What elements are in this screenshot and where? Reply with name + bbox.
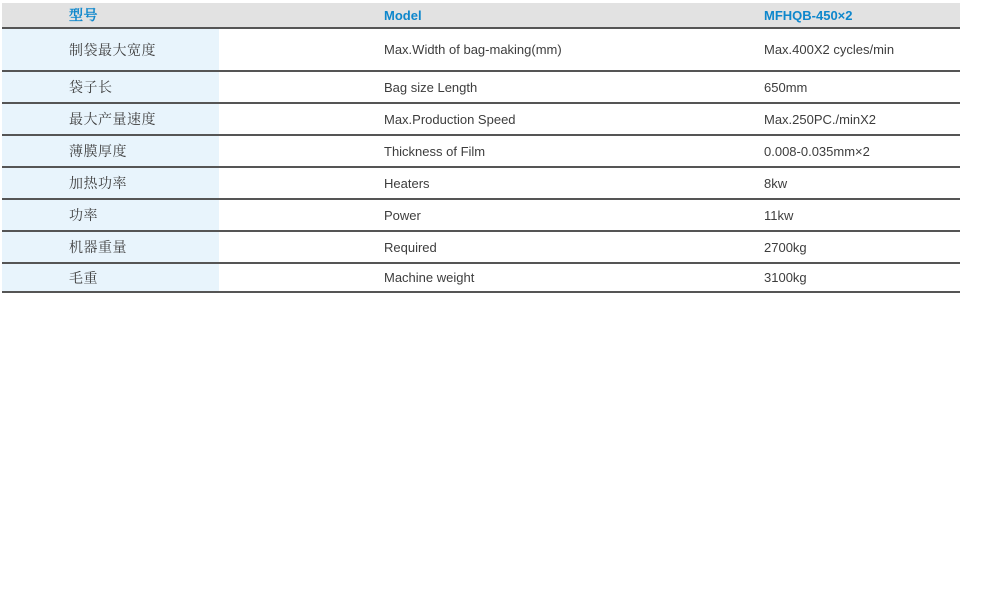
spec-label-en-cell: [219, 72, 764, 102]
table-row: [2, 29, 960, 72]
spec-label-en: Power: [384, 207, 421, 223]
spec-label-cn-cell: [2, 72, 219, 102]
spec-value-cell: [764, 200, 960, 230]
header-col-model-value: [764, 3, 960, 27]
table-row: [2, 104, 960, 136]
spec-label-en: Thickness of Film: [384, 143, 486, 159]
spec-label-cn-cell: [2, 200, 219, 230]
spec-value: Max.250PC./minX2: [764, 111, 876, 127]
spec-value: 2700kg: [764, 239, 807, 255]
spec-label-en-cell: [219, 200, 764, 230]
spec-label-cn: 薄膜厚度: [69, 143, 127, 159]
spec-label-en: Max.Production Speed: [384, 111, 516, 127]
spec-label-cn: 毛重: [69, 269, 98, 286]
spec-value: 11kw: [764, 207, 794, 223]
spec-label-en: Bag size Length: [384, 79, 478, 95]
spec-label-en-cell: [219, 264, 764, 291]
spec-label-cn-cell: [2, 232, 219, 262]
spec-label-cn-cell: [2, 168, 219, 198]
spec-value: 0.008-0.035mm×2: [764, 143, 870, 159]
table-row: [2, 200, 960, 232]
spec-label-cn: 制袋最大宽度: [69, 41, 156, 58]
spec-label-cn-cell: [2, 29, 219, 70]
spec-label-en-cell: [219, 232, 764, 262]
spec-label-cn-cell: [2, 136, 219, 166]
spec-table: [2, 3, 960, 293]
spec-label-cn: 功率: [69, 207, 98, 223]
spec-label-en: Max.Width of bag-making(mm): [384, 42, 562, 57]
spec-label-en-cell: [219, 168, 764, 198]
spec-value: 650mm: [764, 79, 808, 95]
spec-label-en-cell: [219, 136, 764, 166]
spec-label-cn: 机器重量: [69, 239, 127, 255]
spec-label-en: Required: [384, 239, 437, 255]
table-row: [2, 72, 960, 104]
spec-label-cn: 最大产量速度: [69, 111, 156, 127]
table-row: [2, 168, 960, 200]
spec-value-cell: [764, 29, 960, 70]
spec-value: Max.400X2 cycles/min: [764, 42, 895, 57]
header-col-model-en: [219, 3, 764, 27]
spec-label-en-cell: [219, 104, 764, 134]
header-model-number: MFHQB-450×2: [764, 7, 853, 23]
spec-value-cell: [764, 72, 960, 102]
table-row: [2, 264, 960, 293]
table-row: [2, 232, 960, 264]
spec-table-header: [2, 3, 960, 29]
spec-label-en: Machine weight: [384, 270, 475, 285]
spec-value: 8kw: [764, 175, 788, 191]
header-label-en: Model: [384, 7, 422, 23]
spec-label-cn: 加热功率: [69, 175, 127, 191]
spec-value: 3100kg: [764, 270, 807, 285]
header-label-cn: 型号: [69, 7, 98, 23]
spec-label-en: Heaters: [384, 175, 430, 191]
spec-label-cn-cell: [2, 104, 219, 134]
header-col-model-cn: [2, 3, 219, 27]
table-row: [2, 136, 960, 168]
spec-value-cell: [764, 232, 960, 262]
spec-label-cn-cell: [2, 264, 219, 291]
spec-value-cell: [764, 264, 960, 291]
spec-value-cell: [764, 136, 960, 166]
spec-value-cell: [764, 104, 960, 134]
spec-label-cn: 袋子长: [69, 79, 113, 95]
spec-value-cell: [764, 168, 960, 198]
spec-label-en-cell: [219, 29, 764, 70]
